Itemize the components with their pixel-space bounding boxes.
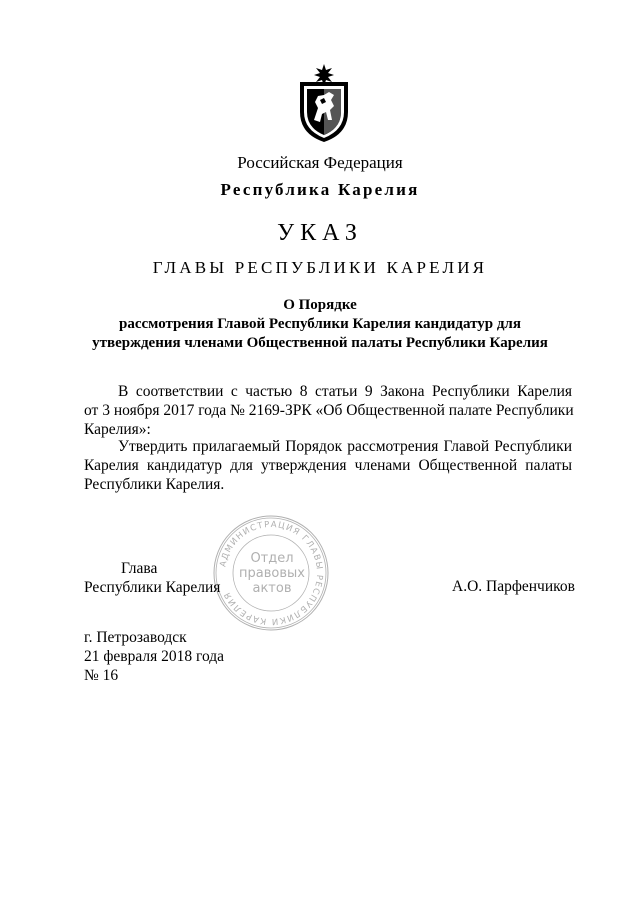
signatory-title-line: Глава <box>121 560 158 577</box>
paragraph-line: Карелия»: <box>84 421 151 438</box>
country-name: Российская Федерация <box>237 153 403 172</box>
stamp-label: Отдел <box>250 551 294 566</box>
subject-line: утверждения членами Общественной палаты Республики Карелия <box>92 335 548 351</box>
issue-date: 21 февраля 2018 года <box>84 648 225 665</box>
paragraph-line: Карелия кандидатур для утверждения членами Общественной палаты <box>84 457 572 474</box>
paragraph-line: Республики Карелия. <box>84 476 225 493</box>
stamp-label: актов <box>252 581 292 596</box>
subject-line: рассмотрения Главой Республики Карелия кандидатур для <box>119 316 521 332</box>
paragraph-line: от 3 ноября 2017 года № 2169-ЗРК «Об Общественной палате Республики <box>84 402 574 419</box>
stamp-label: правовых <box>239 566 305 581</box>
signatory-title <box>84 559 234 597</box>
signatory-title-line: Республики Карелия <box>84 579 221 596</box>
decree-subject <box>70 296 570 353</box>
republic-name: Республика Карелия <box>220 180 420 199</box>
paragraph-line: В соответствии с частью 8 статьи 9 Закона Республики Карелия <box>118 383 572 400</box>
coat-of-arms-icon <box>296 62 352 144</box>
document-type: УКАЗ <box>277 220 363 246</box>
subject-line: О Порядке <box>283 297 357 313</box>
issuing-authority: ГЛАВЫ РЕСПУБЛИКИ КАРЕЛИЯ <box>152 258 488 277</box>
preamble-paragraph <box>84 382 572 439</box>
signatory-name: А.О. Парфенчиков <box>452 578 575 595</box>
paragraph-line: Утвердить прилагаемый Порядок рассмотрения Главой Республики <box>118 438 572 455</box>
decision-paragraph <box>84 437 572 494</box>
decree-number: № 16 <box>84 667 119 684</box>
decree-footer <box>84 628 224 685</box>
stamp-ring-text: АДМИНИСТРАЦИЯ ГЛАВЫ РЕСПУБЛИКИ КАРЕЛИЯ <box>218 519 325 627</box>
issue-place: г. Петрозаводск <box>84 629 187 646</box>
